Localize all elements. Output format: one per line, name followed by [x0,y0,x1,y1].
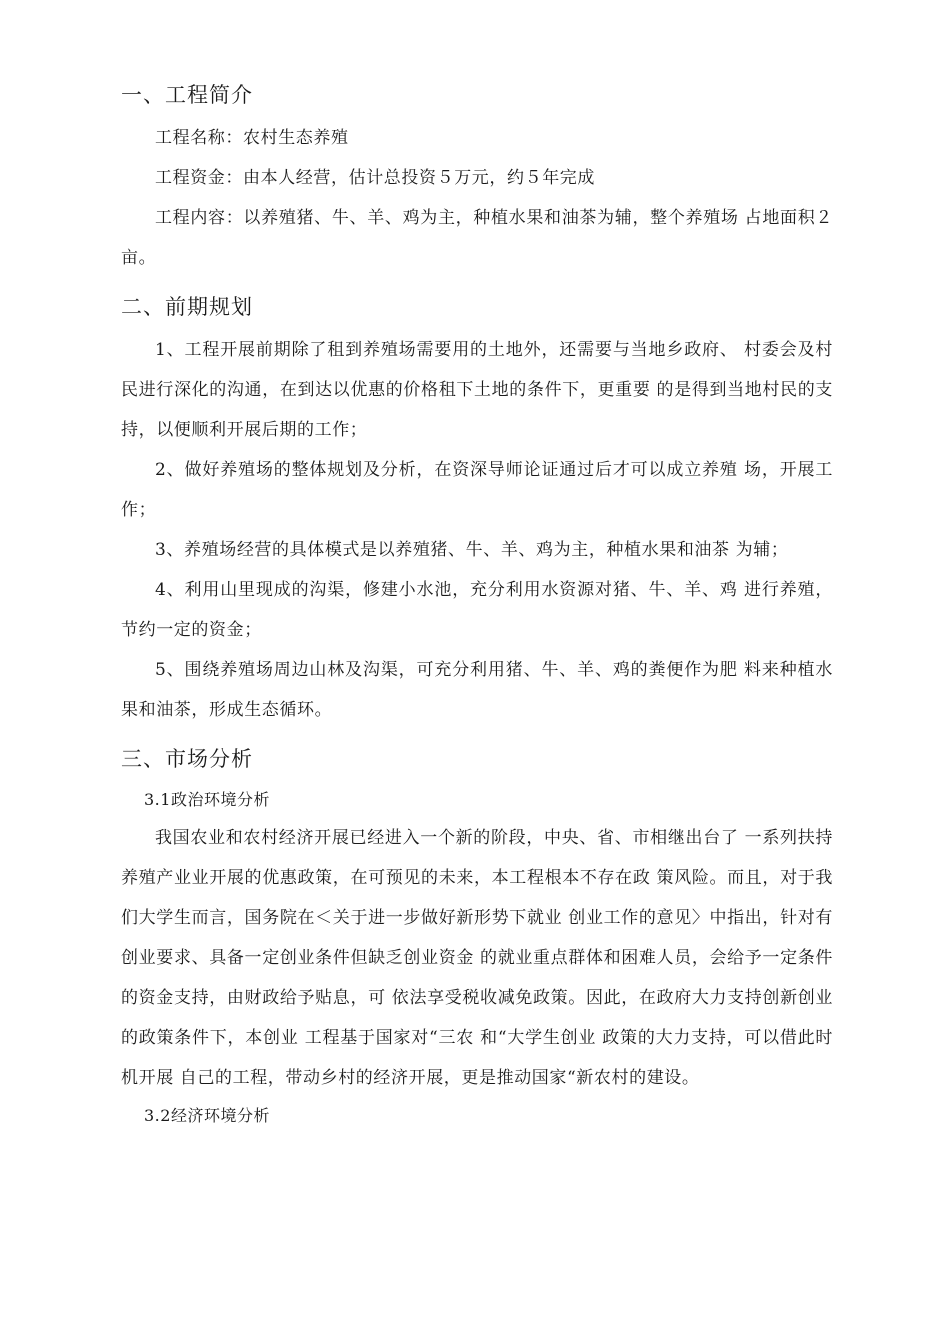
subsection-heading-economic: 3.2经济环境分析 [144,1106,270,1125]
paragraph-project-funding: 工程资金：由本人经营，估计总投资５万元，约５年完成 [155,168,595,188]
section-heading-market: 三、市场分析 [121,747,253,771]
paragraph-project-name: 工程名称：农村生态养殖 [155,128,349,148]
section-heading-overview: 一、工程简介 [121,83,253,107]
subsection-heading-political: 3.1政治环境分析 [144,790,270,809]
paragraph-planning-2: 2、做好养殖场的整体规划及分析，在资深导师论证通过后才可以成立养殖 场，开展工作； [121,460,833,520]
paragraph-planning-3: 3、养殖场经营的具体模式是以养殖猪、牛、羊、鸡为主，种植水果和油茶 为辅； [155,540,789,560]
paragraph-planning-1: 1、工程开展前期除了租到养殖场需要用的土地外，还需要与当地乡政府、 村委会及村民进行深化的沟通，在到达以优惠的价格租下土地的条件下，更重要 的是得到当地村民的支持，以便顺利开展后期的工作； [121,340,833,440]
paragraph-political-analysis: 我国农业和农村经济开展已经进入一个新的阶段，中央、省、市相继出台了 一系列扶持养殖产业业开展的优惠政策，在可预见的未来，本工程根本不存在政 策风险。而且，对于我们大学生而言，国务院在＜关于进一步做好新形势下就业 创业工作的意见〉中指出，针对有创业要求、具备一定创业条件但缺乏创业资金 的就业重点群体和困难人员，会给予一定条件的资金支持，由财政给予贴息，可 依法享受税收减免政策。因此，在政府大力支持创新创业的政策条件下，本创业 工程基于国家对“三农 和“大学生创业 政策的大力支持，可以借此时机开展 自己的工程，带动乡村的经济开展，更是推动国家“新农村的建设。 [121,828,833,1088]
paragraph-planning-4: 4、利用山里现成的沟渠，修建小水池，充分利用水资源对猪、牛、羊、鸡 进行养殖，节约一定的资金； [121,580,833,640]
paragraph-planning-5: 5、围绕养殖场周边山林及沟渠，可充分利用猪、牛、羊、鸡的粪便作为肥 料来种植水果和油茶，形成生态循环。 [121,660,833,720]
paragraph-project-content: 工程内容：以养殖猪、牛、羊、鸡为主，种植水果和油茶为辅，整个养殖场 占地面积２亩。 [121,208,833,268]
document-page [121,78,833,1134]
section-heading-planning: 二、前期规划 [121,295,253,319]
